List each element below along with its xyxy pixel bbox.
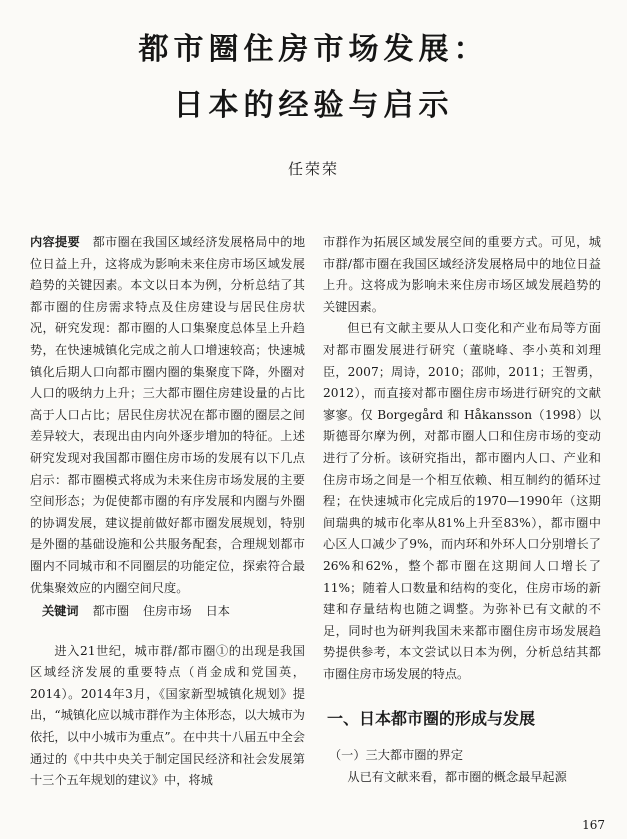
right-column [323, 232, 601, 789]
author: 任荣荣 [287, 160, 339, 178]
intro-paragraph: 进入21世纪，城市群/都市圈①的出现是我国区域经济发展的重要特点（肖金成和党国英，2014）。2014年3月，《国家新型城镇化规划》提出，“城镇化应以城市群作为主体形态，以大城市为依托，以中小城市为重点”。在中共十八届五中全会通过的《中共中央关于制定国民经济和社会发展第十三个五年规划的建议》中，将城 [30, 643, 305, 788]
keywords-text: 都市圈 住房市场 日本 [92, 604, 230, 619]
page-number: 167 [582, 818, 605, 832]
body-paragraph-1: 市群作为拓展区域发展空间的重要方式。可见，城市群/都市圈在我国区域经济发展格局中的地位日益上升。这将成为影响未来住房市场区域发展趋势的关键因素。 [323, 235, 601, 314]
title-line-1: 都市圈住房市场发展： [138, 32, 489, 67]
abstract-label: 内容提要 [30, 235, 81, 249]
keywords-label: 关键词 [42, 604, 79, 619]
subsection-heading: （一）三大都市圈的界定 [329, 748, 464, 763]
title-line-2: 日本的经验与启示 [173, 88, 454, 123]
left-column [30, 232, 305, 792]
keywords [30, 601, 305, 623]
body-paragraph-2: 但已有文献主要从人口变化和产业布局等方面对都市圈发展进行研究（董晓峰、李小英和刘理臣，2007；周诗，2010；邵帅，2011；王智勇，2012），而直接对都市圈住房市场进行研究的文献寥寥。仅 Borgegård 和 Håkansson（1998）以斯德哥尔摩为例，对都市圈人口和住房市场的变动进行了分析。该研究指出，都市圈内人口、产业和住房市场之间是一个相互依赖、相互制约的循环过程；在快速城市化完成后的1970—1990年（这期间瑞典的城市化率从81%上升至83%），都市圈中心区人口减少了9%，而内环和外环人口分别增长了26%和62%，整个都市圈在这期间人口增长了11%；随着人口数量和结构的变化，住房市场的新建和存量结构也随之调整。为弥补已有文献的不足，同时也为研判我国未来都市圈住房市场发展趋势提供参考，本文尝试以日本为例，分析总结其都市圈住房市场发展的特点。 [323, 321, 601, 681]
body-paragraph-3: 从已有文献来看，都市圈的概念最早起源 [347, 770, 567, 785]
section-heading: 一、日本都市圈的形成与发展 [327, 709, 536, 729]
abstract [30, 232, 305, 599]
abstract-text: 都市圈在我国区域经济发展格局中的地位日益上升，这将成为影响未来住房市场区域发展趋势的关键因素。本文以日本为例，分析总结了其都市圈的住房需求特点及住房建设与居民住房状况，研究发现：都市圈的人口集聚度总体呈上升趋势，在快速城镇化完成之前人口增速较高；快速城镇化后期人口向都市圈内圈的集聚度下降，外圈对人口的吸纳力上升；三大都市圈住房建设量的占比高于人口占比；居民住房状况在都市圈的圈层之间差异较大，表现出由内向外逐步增加的特征。上述研究发现对我国都市圈住房市场的发展有以下几点启示：都市圈模式将成为未来住房市场发展的主要空间形态；为促使都市圈的有序发展和内圈与外圈的协调发展，建议提前做好都市圈发展规划，特别是外圈的基础设施和公共服务配套，合理规划都市圈内不同城市和不同圈层的功能定位，探索符合最优集聚效应的内圈空间尺度。 [30, 235, 306, 595]
